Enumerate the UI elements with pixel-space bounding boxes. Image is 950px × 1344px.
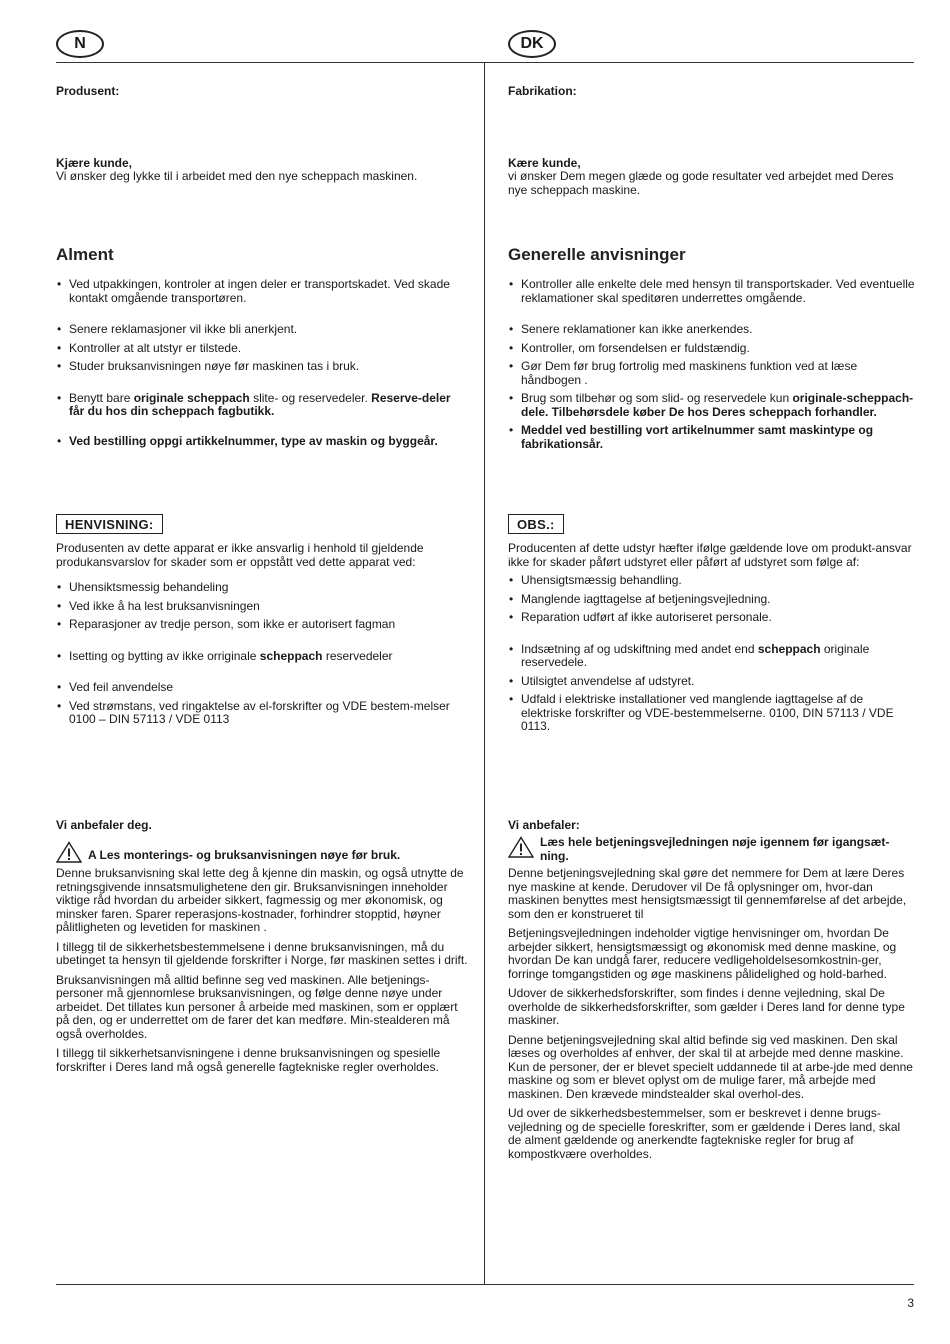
general-heading: Generelle anvisninger xyxy=(508,245,686,264)
list-item: • Senere reklamationer kan ikke anerkendes. xyxy=(508,323,916,337)
notice-intro: Producenten af dette udstyr hæfter ifølge gældende love om produkt-ansvar ikke for skader påført udstyret eller påført af udstyret som følge af: xyxy=(508,541,912,569)
recommend-label: Vi anbefaler deg. xyxy=(56,818,152,832)
body-text xyxy=(508,867,916,1161)
list-item: • Indsætning af og udskiftning med andet end scheppach originale reservedele. xyxy=(508,643,916,670)
list-item: • Reparation udført af ikke autoriseret personale. xyxy=(508,611,916,625)
warning-row xyxy=(508,836,916,863)
notice-list xyxy=(508,574,916,734)
notice-section xyxy=(508,514,916,734)
paragraph: I tillegg til de sikkerhetsbestemmelsene i denne bruksanvisningen, må du ubetinget ta hensyn til gjeldende forskrifter i Norge, før maskinen settes i drift. xyxy=(56,939,468,967)
notice-list xyxy=(56,581,468,727)
list-item: • Uhensiktsmessig behandeling xyxy=(56,581,468,595)
paragraph: Ud over de sikkerhedsbestemmelser, som er beskrevet i denne brugs-vejledning og de specielle foreskrifter, som er gældende i Deres land, skal de alment gældende og anerkendte fagtekniske regler for brug af kompostkvære overholdes. xyxy=(508,1106,901,1161)
paragraph: Udover de sikkerhedsforskrifter, som findes i denne vejledning, skal De overholde de sikkerhedsforskrifter, som gælder i Deres land for denne type maskiner. xyxy=(508,986,905,1027)
warning-title: A Les monterings- og bruksanvisningen nøye før bruk. xyxy=(88,848,401,862)
list-item: • Isetting og bytting av ikke orriginale scheppach reservedeler xyxy=(56,650,468,664)
recommend-label: Vi anbefaler: xyxy=(508,818,580,832)
bottom-rule xyxy=(56,1284,914,1285)
list-item: • Ved utpakkingen, kontroler at ingen deler er transportskadet. Ved skade kontakt omgående transportøren. xyxy=(56,278,468,305)
warning-title: Læs hele betjeningsvejledningen nøje igennem før igangsæt-ning. xyxy=(540,835,890,863)
greeting-title: Kære kunde, xyxy=(508,156,581,170)
list-item: • Ved strømstans, ved ringaktelse av el-forskrifter og VDE bestem-melser 0100 – DIN 57113 / VDE 0113 xyxy=(56,700,468,727)
greeting-text: vi ønsker Dem megen glæde og gode resultater ved arbejdet med Deres nye scheppach maskine. xyxy=(508,169,894,197)
greeting-section xyxy=(56,156,468,184)
language-badge-norwegian: N xyxy=(56,30,104,58)
warning-row xyxy=(56,841,468,863)
top-rule xyxy=(56,62,914,63)
greeting-title: Kjære kunde, xyxy=(56,156,133,170)
paragraph: Denne betjeningsvejledning skal altid befinde sig ved maskinen. Den skal læses og overholdes af enhver, der skal til at arbejde med denne maskine. Kun de personer, der er blevet specielt uddannede til at arbe-jde med denne maskine og som er blevet oplyst om de mulige farer, må arbejde med maskinen. Den krævede mindstealder skal overhol-des. xyxy=(508,1032,913,1101)
general-list xyxy=(56,278,468,448)
paragraph: Betjeningsvejledningen indeholder vigtige henvisninger om, hvordan De arbejder sikkert, hensigtsmæssigt og økonomisk med denne maskine, og hvordan De kan undgå farer, reducere vedligeholdelsesomkostnin-ger, forringe tomgangstiden og øge maskinens pålidelighed og hold-barhed. xyxy=(508,926,897,981)
general-section xyxy=(508,245,916,451)
list-item: • Brug som tilbehør og som slid- og reservedele kun originale-scheppach-dele. Tilbehørsdele køber De hos Deres scheppach forhandler. xyxy=(508,392,916,419)
notice-label: OBS.: xyxy=(508,514,564,534)
recommendation-section xyxy=(508,818,916,1161)
page-number: 3 xyxy=(907,1296,914,1310)
greeting-section xyxy=(508,156,916,197)
list-item: • Kontroller at alt utstyr er tilstede. xyxy=(56,342,468,356)
language-badge-danish: DK xyxy=(508,30,556,58)
paragraph: I tillegg til sikkerhetsanvisningene i denne bruksanvisningen og spesielle forskrifter i Deres land må også generelle fagtekniske regler overholdes. xyxy=(56,1046,441,1074)
paragraph: Bruksanvisningen må alltid befinne seg ved maskinen. Alle betjenings-personer må gjennomlese bruksanvisningen, og følge denne nøye under arbeidet. Det tillates kun personer å arbeide med maskinen, som er opplært på den, og er underrettet om de farer det kan medføre. Min-stealderen må også overholdes. xyxy=(56,972,458,1041)
list-item: • Studer bruksanvisningen nøye før maskinen tas i bruk. xyxy=(56,360,468,374)
list-item: • Benytt bare originale scheppach slite- og reservedeler. Reserve-deler får du hos din scheppach fagbutikk. xyxy=(56,392,468,419)
list-item: • Kontroller, om forsendelsen er fuldstændig. xyxy=(508,342,916,356)
notice-intro: Produsenten av dette apparat er ikke ansvarlig i henhold til gjeldende produkansvarslov for skader som er oppstått ved dette apparat ved: xyxy=(56,541,424,569)
paragraph: Denne bruksanvisning skal lette deg å kjenne din maskin, og også utnytte de retningsgivende innsatsmulighetene den gir. Bruksanvisningen inneholder viktige råd hvordan du arbeider sikkert, fagmessig og mer økonomisk, og minsker faren. Sparer reperasjons-kostnader, forhindrer stopptid, høyner pålitligheten og levetiden for maskinen . xyxy=(56,866,464,934)
list-item: • Utilsigtet anvendelse af udstyret. xyxy=(508,675,916,689)
list-item: • Meddel ved bestilling vort artikelnummer samt maskintype og fabrikationsår. xyxy=(508,424,916,451)
list-item: • Udfald i elektriske installationer ved manglende iagttagelse af de elektriske forskrifter og VDE-bestemmelserne. 0100, DIN 57113 / VDE 0113. xyxy=(508,693,916,734)
notice-section xyxy=(56,514,468,727)
column-divider xyxy=(484,62,485,1284)
general-list xyxy=(508,278,916,451)
list-item: • Manglende iagttagelse af betjeningsvejledning. xyxy=(508,593,916,607)
general-section xyxy=(56,245,468,448)
list-item: • Reparasjoner av tredje person, som ikke er autorisert fagman xyxy=(56,618,468,632)
manufacturer-label: Produsent: xyxy=(56,84,120,98)
list-item: • Uhensigtsmæssig behandling. xyxy=(508,574,916,588)
manufacturer-label: Fabrikation: xyxy=(508,84,577,98)
list-item: • Ved ikke å ha lest bruksanvisningen xyxy=(56,600,468,614)
warning-triangle-icon xyxy=(56,841,82,863)
list-item: • Ved bestilling oppgi artikkelnummer, type av maskin og byggeår. xyxy=(56,435,468,449)
list-item: • Gør Dem før brug fortrolig med maskinens funktion ved at læse håndbogen . xyxy=(508,360,916,387)
warning-triangle-icon xyxy=(508,836,534,858)
general-heading: Alment xyxy=(56,245,114,264)
list-item: • Ved feil anvendelse xyxy=(56,681,468,695)
greeting-text: Vi ønsker deg lykke til i arbeidet med den nye scheppach maskinen. xyxy=(56,169,418,183)
list-item: • Kontroller alle enkelte dele med hensyn til transportskader. Ved eventuelle reklamationer skal speditøren underrettes omgående. xyxy=(508,278,916,305)
notice-label: HENVISNING: xyxy=(56,514,163,534)
paragraph: Denne betjeningsvejledning skal gøre det nemmere for Dem at lære Deres nye maskine at kende. Derudover vil De få oplysninger om, hvor-dan maskinen benyttes mest hensigtsmæssigt til gennemførelse af det arbejde, som den er konstrueret til xyxy=(508,866,907,921)
recommendation-section xyxy=(56,818,468,1074)
body-text xyxy=(56,867,468,1074)
list-item: • Senere reklamasjoner vil ikke bli anerkjent. xyxy=(56,323,468,337)
